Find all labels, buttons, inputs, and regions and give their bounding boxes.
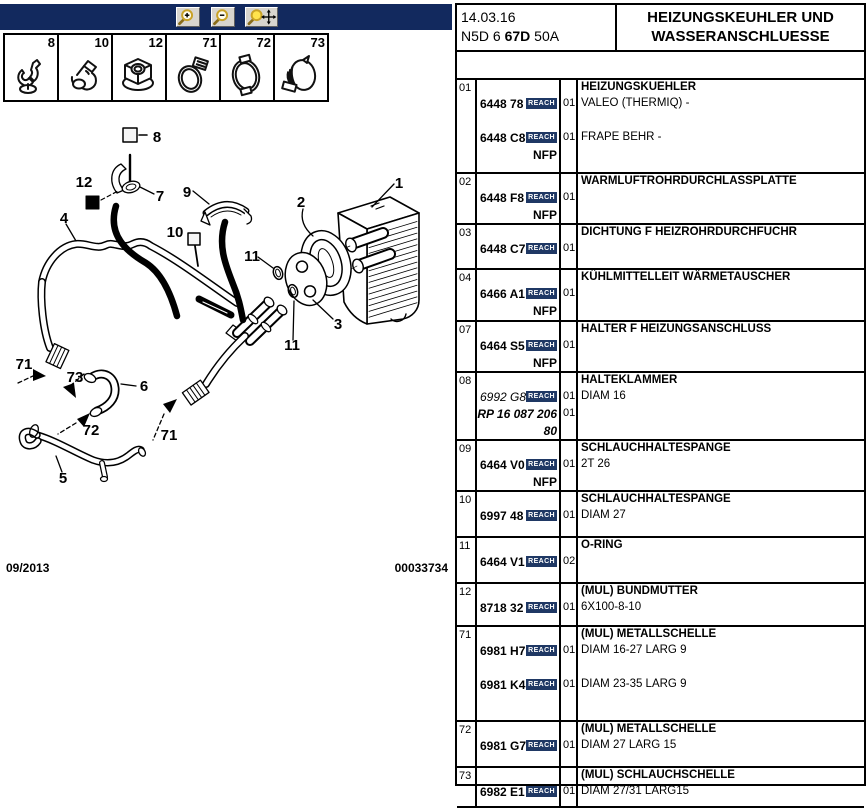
part-number-cell	[477, 768, 561, 806]
quantity-cell	[561, 768, 578, 806]
quantity-cell	[561, 225, 578, 268]
thumbnail-number: 8	[47, 35, 55, 50]
callout-11: 11	[284, 337, 300, 354]
part-title: (MUL) METALLSCHELLE	[581, 628, 717, 640]
part-title: SCHLAUCHHALTESPANGE	[581, 493, 731, 505]
part-description	[581, 189, 864, 206]
quantity-cell	[561, 373, 578, 439]
reach-badge[interactable]: REACH	[528, 788, 555, 795]
table-row	[457, 441, 864, 492]
table-row	[457, 80, 864, 174]
part-description	[581, 240, 864, 257]
part-description: DIAM 16	[581, 390, 626, 402]
part-title: HALTEKLAMMER	[581, 374, 678, 386]
part-thumbnail-strip	[3, 33, 329, 102]
reach-badge[interactable]: REACH	[528, 342, 555, 349]
callout-71: 71	[160, 427, 178, 444]
part-reference: 6464 V1	[480, 554, 525, 569]
part-description	[581, 337, 864, 354]
band-clamp-icon	[224, 53, 268, 97]
description-cell	[578, 584, 864, 625]
reach-badge[interactable]: REACH	[528, 681, 555, 688]
part-number-cell	[477, 270, 561, 320]
part-description	[581, 473, 864, 490]
description-cell	[578, 174, 864, 223]
o-ring-upper	[272, 265, 285, 280]
quantity: 01	[563, 601, 576, 613]
item-number: 73	[457, 768, 477, 806]
worm-clamp-icon	[170, 53, 214, 97]
part-description	[581, 553, 864, 570]
quantity: 01	[563, 509, 576, 521]
thumbnail-number: 72	[256, 35, 271, 50]
zoom-out-button[interactable]	[211, 7, 235, 27]
reach-badge[interactable]: REACH	[528, 742, 555, 749]
callout-10: 10	[166, 224, 184, 241]
part-reference: 6464 V0	[480, 457, 525, 472]
table-row	[457, 492, 864, 538]
part-description	[581, 112, 864, 129]
part-reference: 8718 32	[480, 600, 524, 615]
callout-1: 1	[394, 175, 404, 192]
quantity	[561, 354, 576, 371]
header-code: N5D 6 67D 50A	[461, 28, 560, 44]
item-number: 72	[457, 722, 477, 766]
callout-12: 12	[75, 174, 93, 191]
quantity: 01	[563, 458, 576, 470]
callout-11: 11	[244, 248, 260, 265]
part-reference: RP 16 087 206	[477, 406, 557, 421]
part-number-cell	[477, 225, 561, 268]
part-number-cell	[477, 584, 561, 625]
table-row	[457, 768, 864, 808]
header	[457, 5, 864, 52]
part-description	[581, 206, 864, 223]
callout-71: 71	[15, 356, 33, 373]
description-cell	[578, 80, 864, 172]
item-number: 12	[457, 584, 477, 625]
item-number: 04	[457, 270, 477, 320]
part-description: 2T 26	[581, 458, 611, 470]
description-cell	[578, 538, 864, 582]
part-description	[581, 354, 864, 371]
quantity	[561, 473, 576, 490]
part-number-cell	[477, 80, 561, 172]
nfp-flag: NFP	[533, 207, 557, 222]
description-cell	[578, 492, 864, 536]
quantity-cell	[561, 584, 578, 625]
part-description	[581, 405, 864, 422]
description-cell	[578, 768, 864, 806]
quantity-cell	[561, 441, 578, 490]
callout-9: 9	[182, 184, 192, 201]
part-description: DIAM 23-35 LARG 9	[581, 678, 687, 690]
description-cell	[578, 225, 864, 268]
thumbnail-number: 73	[310, 35, 325, 50]
part-reference: 6448 C7	[480, 241, 526, 256]
quantity: 01	[563, 407, 576, 419]
quantity-cell	[561, 627, 578, 720]
reach-badge[interactable]: REACH	[528, 100, 555, 107]
quantity-cell	[561, 80, 578, 172]
item-number: 03	[457, 225, 477, 268]
item-number: 71	[457, 627, 477, 720]
part-reference: 6981 H7	[480, 643, 526, 658]
quantity	[561, 112, 576, 129]
quantity: 01	[563, 339, 576, 351]
table-row	[457, 322, 864, 373]
exploded-parts-diagram	[0, 100, 455, 570]
thumbnail-number: 10	[94, 35, 109, 50]
description-cell	[578, 322, 864, 371]
part-description	[581, 659, 864, 676]
reach-badge[interactable]: REACH	[528, 290, 555, 297]
part-description: DIAM 27 LARG 15	[581, 739, 677, 751]
reach-badge[interactable]: REACH	[528, 194, 555, 201]
part-number-cell	[477, 627, 561, 720]
part-description: DIAM 27	[581, 509, 626, 521]
quantity: 01	[563, 739, 576, 751]
square-marker-12	[86, 196, 99, 209]
thumbnail-clip[interactable]	[5, 35, 59, 100]
item-number: 02	[457, 174, 477, 223]
page-title: HEIZUNGSKEUHLER UND WASSERANSCHLUESSE	[647, 9, 834, 45]
item-number: 08	[457, 373, 477, 439]
quantity-cell	[561, 722, 578, 766]
part-description: 6X100-8-10	[581, 601, 642, 613]
quantity	[561, 659, 576, 676]
reach-badge[interactable]: REACH	[528, 604, 555, 611]
reach-badge[interactable]: REACH	[528, 393, 555, 400]
quantity: 01	[563, 287, 576, 299]
callout-7: 7	[155, 188, 165, 205]
diagram-number: 00033734	[394, 561, 448, 575]
parts-table	[457, 78, 864, 808]
thumbnail-ribbed-clamp[interactable]	[275, 35, 327, 100]
part-reference: 6466 A1	[480, 286, 525, 301]
quantity: 01	[563, 678, 576, 690]
table-row	[457, 584, 864, 627]
zoom-pan-magnifier-icon	[247, 8, 277, 26]
part-reference: 6448 F8	[480, 190, 525, 205]
callout-3: 3	[333, 316, 343, 333]
zoom-pan-button[interactable]	[245, 7, 278, 27]
item-number: 07	[457, 322, 477, 371]
part-title: KÜHLMITTELLEIT WÄRMETAUSCHER	[581, 271, 791, 283]
thumbnail-flange-nut[interactable]	[113, 35, 167, 100]
thumbnail-number: 71	[202, 35, 217, 50]
part-description	[581, 285, 864, 302]
clip-7	[112, 164, 141, 195]
part-reference: 6448 C8	[480, 130, 526, 145]
table-row	[457, 538, 864, 584]
quantity: 01	[563, 191, 576, 203]
quantity: 01	[563, 131, 576, 143]
reach-badge[interactable]: REACH	[528, 647, 555, 654]
table-row	[457, 627, 864, 722]
quantity	[561, 206, 576, 223]
reach-badge[interactable]: REACH	[528, 134, 555, 141]
zoom-out-magnifier-icon	[212, 8, 234, 26]
part-reference: 6997 48	[480, 508, 524, 523]
table-row	[457, 225, 864, 270]
part-description	[581, 146, 864, 163]
thumbnail-worm-clamp[interactable]	[167, 35, 221, 100]
part-description: FRAPE BEHR -	[581, 131, 662, 143]
zoom-toolbar	[0, 4, 452, 30]
parts-list-pane	[455, 3, 866, 799]
quantity-cell	[561, 538, 578, 582]
quantity: 01	[563, 390, 576, 402]
item-number: 10	[457, 492, 477, 536]
item-number: 11	[457, 538, 477, 582]
table-row	[457, 270, 864, 322]
description-cell	[578, 627, 864, 720]
part-number-cell	[477, 174, 561, 223]
description-cell	[578, 441, 864, 490]
part-reference: 6992 G8	[480, 389, 527, 404]
nfp-flag: NFP	[533, 474, 557, 489]
black-hose-right	[222, 222, 243, 320]
nfp-flag: NFP	[533, 303, 557, 318]
part-title: (MUL) SCHLAUCHSCHELLE	[581, 769, 735, 781]
callout-2: 2	[296, 194, 306, 211]
quantity-cell	[561, 492, 578, 536]
part-number-cell	[477, 373, 561, 439]
flange-nut-icon	[116, 53, 160, 97]
part-reference: 6982 E1	[480, 784, 525, 799]
item-number: 09	[457, 441, 477, 490]
description-cell	[578, 373, 864, 439]
part-title: O-RING	[581, 539, 623, 551]
clamp-bracket-icon	[62, 53, 106, 97]
quantity: 01	[563, 644, 576, 656]
part-number-cell	[477, 322, 561, 371]
quantity-cell	[561, 322, 578, 371]
ribbed-clamp-icon	[278, 53, 322, 97]
quantity: 01	[563, 785, 576, 797]
part-description	[581, 422, 864, 439]
part-title: (MUL) METALLSCHELLE	[581, 723, 717, 735]
quantity: 01	[563, 242, 576, 254]
quantity	[561, 302, 576, 319]
item-number: 01	[457, 80, 477, 172]
description-cell	[578, 270, 864, 320]
part-number-cell	[477, 441, 561, 490]
part-description: VALEO (THERMIQ) -	[581, 97, 690, 109]
zoom-in-button[interactable]	[176, 7, 200, 27]
hose-connector-center	[182, 336, 245, 405]
part-title: DICHTUNG F HEIZROHRDURCHFUCHR	[581, 226, 797, 238]
part-number-cell	[477, 722, 561, 766]
thumbnail-number: 12	[148, 35, 163, 50]
thumbnail-clamp-bracket[interactable]	[59, 35, 113, 100]
quantity-cell	[561, 174, 578, 223]
callout-73: 73	[66, 369, 84, 386]
part-number-cell	[477, 538, 561, 582]
quantity-cell	[561, 270, 578, 320]
table-row	[457, 373, 864, 441]
clip-icon	[8, 53, 52, 97]
description-cell	[578, 722, 864, 766]
quantity: 02	[563, 555, 576, 567]
diagram-date: 09/2013	[6, 561, 50, 575]
table-row	[457, 722, 864, 768]
part-reference: 6448 78	[480, 96, 524, 111]
part-reference: 6981 K4	[480, 677, 526, 692]
part-title: (MUL) BUNDMUTTER	[581, 585, 698, 597]
part-title: WARMLUFTROHRDURCHLASSPLATTE	[581, 175, 797, 187]
zoom-in-magnifier-icon	[177, 8, 199, 26]
part-reference: 80	[543, 423, 557, 438]
callout-8: 8	[152, 129, 162, 146]
callout-4: 4	[59, 210, 69, 227]
part-title: HEIZUNGSKUEHLER	[581, 81, 697, 93]
part-description: DIAM 27/31 LARG15	[581, 785, 690, 797]
part-title: SCHLAUCHHALTESPANGE	[581, 442, 731, 454]
square-marker-10	[188, 233, 200, 266]
reach-badge[interactable]: REACH	[528, 245, 555, 252]
callout-5: 5	[58, 470, 68, 487]
part-title: HALTER F HEIZUNGSANSCHLUSS	[581, 323, 772, 335]
nfp-flag: NFP	[533, 147, 557, 162]
table-row	[457, 174, 864, 225]
part-reference: 6981 G7	[480, 738, 527, 753]
hose-6	[83, 372, 115, 418]
black-hose-left	[114, 206, 177, 316]
part-description	[581, 302, 864, 319]
thumbnail-band-clamp[interactable]	[221, 35, 275, 100]
part-number-cell	[477, 492, 561, 536]
nfp-flag: NFP	[533, 355, 557, 370]
quantity: 01	[563, 97, 576, 109]
callout-6: 6	[139, 378, 149, 395]
reach-badge[interactable]: REACH	[528, 512, 555, 519]
header-date: 14.03.16	[461, 9, 516, 25]
quantity	[561, 422, 576, 439]
reach-badge[interactable]: REACH	[528, 461, 555, 468]
header-reference	[457, 5, 617, 50]
part-description: DIAM 16-27 LARG 9	[581, 644, 687, 656]
quantity	[561, 146, 576, 163]
callout-72: 72	[82, 422, 100, 439]
reach-badge[interactable]: REACH	[528, 558, 555, 565]
part-reference: 6464 S5	[480, 338, 525, 353]
